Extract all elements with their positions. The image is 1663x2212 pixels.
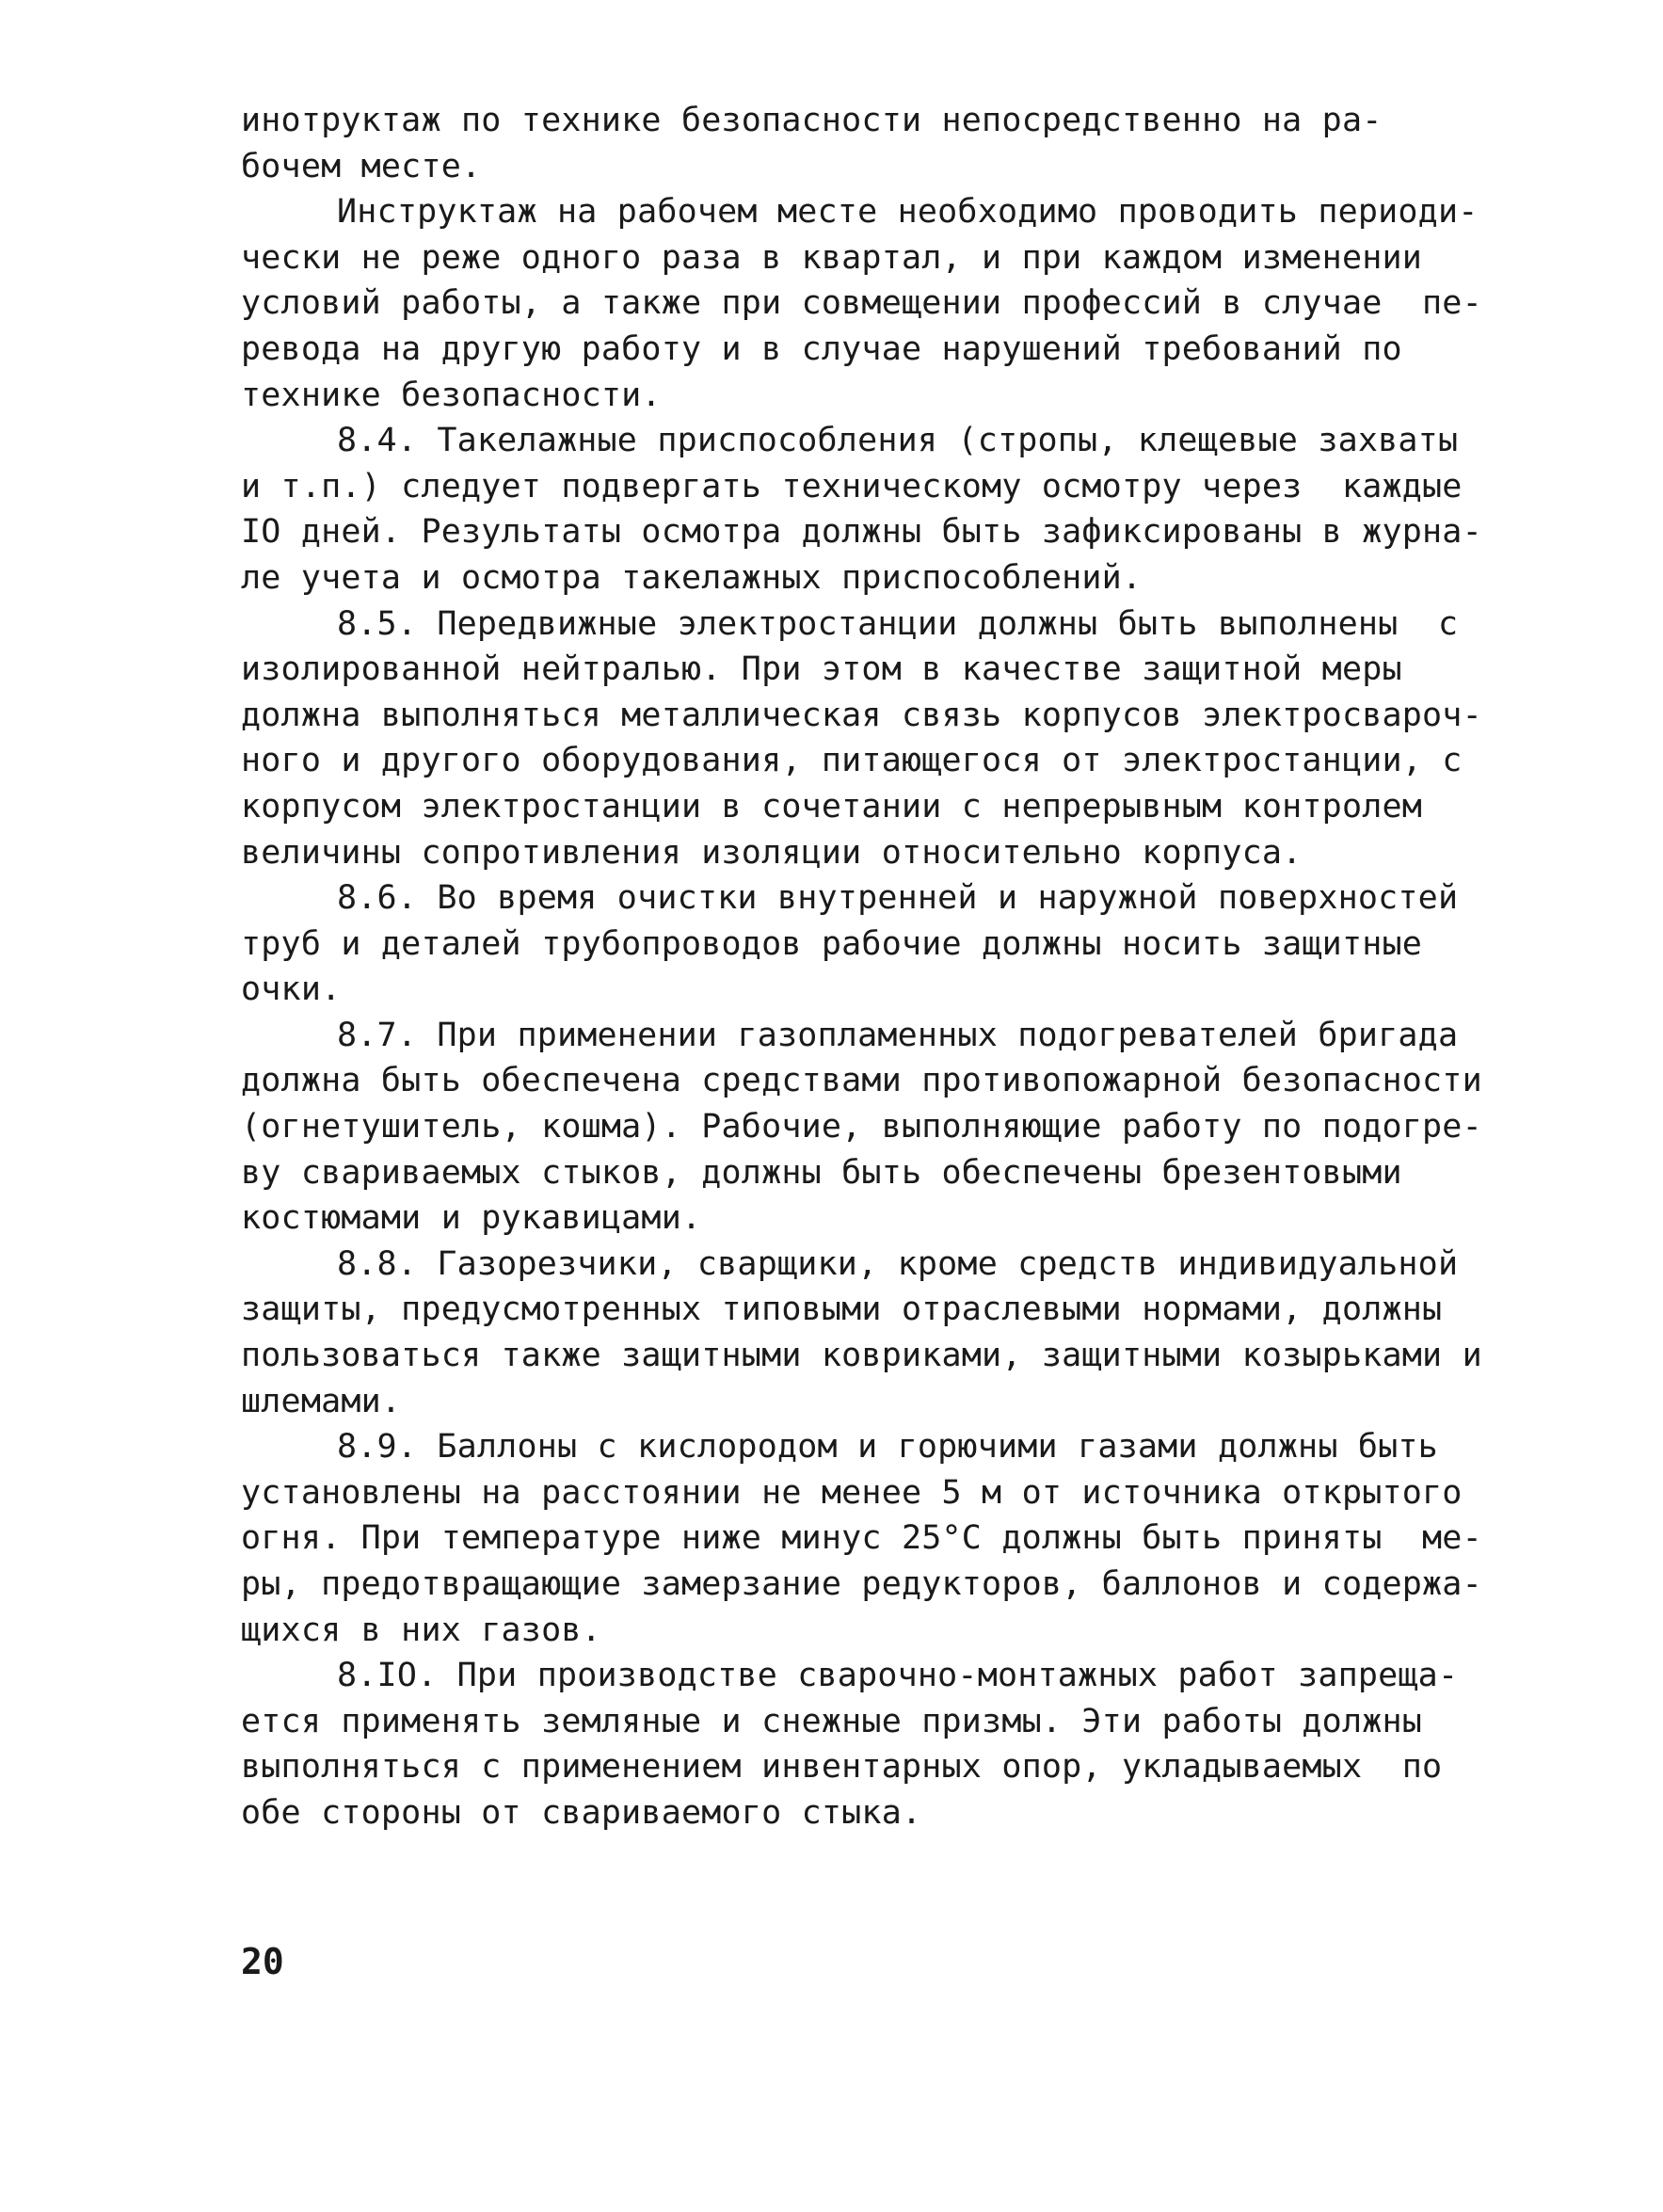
text-line: должна выполняться металлическая связь корпусов электросвароч-: [241, 696, 1482, 734]
text-line: и т.п.) следует подвергать техническому осмотру через каждые: [241, 467, 1463, 505]
text-line: пользоваться также защитными ковриками, защитными козырьками и: [241, 1337, 1482, 1375]
text-line: бочем месте.: [241, 147, 482, 185]
text-line: установлены на расстоянии не менее 5 м от источника открытого: [241, 1473, 1463, 1512]
text-line: ле учета и осмотра такелажных приспособлений.: [241, 558, 1143, 597]
text-line: защиты, предусмотренных типовыми отраслевыми нормами, должны: [241, 1290, 1443, 1329]
clause-8-9-start: 8.9. Баллоны с кислородом и горючими газами должны быть: [337, 1428, 1438, 1467]
text-line: ры, предотвращающие замерзание редукторов, баллонов и содержа-: [241, 1565, 1482, 1603]
clause-8-5-start: 8.5. Передвижные электростанции должны быть выполнены с: [337, 604, 1459, 643]
text-line: щихся в них газов.: [241, 1611, 601, 1649]
paragraph-start-line: Инструктаж на рабочем месте необходимо проводить периоди-: [337, 193, 1479, 232]
clause-8-7-start: 8.7. При применении газопламенных подогревателей бригада: [337, 1016, 1459, 1054]
text-line: IO дней. Результаты осмотра должны быть зафиксированы в журна-: [241, 513, 1482, 552]
text-line: условий работы, а также при совмещении профессий в случае пе-: [241, 284, 1482, 323]
body-text: [241, 98, 1482, 1836]
text-line: огня. При температуре ниже минус 25°С должны быть приняты ме-: [241, 1519, 1482, 1558]
text-line: технике безопасности.: [241, 376, 662, 414]
clause-8-6-start: 8.6. Во время очистки внутренней и наружной поверхностей: [337, 879, 1459, 918]
text-line: ного и другого оборудования, питающегося от электростанции, с: [241, 742, 1463, 780]
clause-8-10-start: 8.IO. При производстве сварочно-монтажных работ запреща-: [337, 1657, 1459, 1695]
page-number: 20: [241, 1941, 284, 1982]
text-line: ревода на другую работу и в случае нарушений требований по: [241, 329, 1402, 368]
text-line: костюмами и рукавицами.: [241, 1199, 702, 1238]
text-line: обе стороны от свариваемого стыка.: [241, 1793, 922, 1832]
text-line: изолированной нейтралью. При этом в качестве защитной меры: [241, 650, 1402, 689]
text-line: труб и деталей трубопроводов рабочие должны носить защитные: [241, 924, 1423, 963]
text-line: должна быть обеспечена средствами противопожарной безопасности: [241, 1062, 1482, 1100]
clause-8-4-start: 8.4. Такелажные приспособления (стропы, клещевые захваты: [337, 422, 1459, 460]
text-line: выполняться с применением инвентарных опор, укладываемых по: [241, 1748, 1443, 1787]
text-line: ву свариваемых стыков, должны быть обеспечены брезентовыми: [241, 1153, 1402, 1192]
text-line: инотруктаж по технике безопасности непосредственно на ра-: [241, 102, 1383, 139]
text-line: очки.: [241, 970, 342, 1009]
clause-8-8-start: 8.8. Газорезчики, сварщики, кроме средств индивидуальной: [337, 1244, 1459, 1283]
text-line: (огнетушитель, кошма). Рабочие, выполняющие работу по подогре-: [241, 1108, 1482, 1146]
text-line: ется применять земляные и снежные призмы. Эти работы должны: [241, 1702, 1423, 1740]
text-line: шлемами.: [241, 1382, 402, 1420]
text-line: величины сопротивления изоляции относительно корпуса.: [241, 833, 1303, 872]
text-line: чески не реже одного раза в квартал, и при каждом изменении: [241, 238, 1423, 277]
text-line: корпусом электростанции в сочетании с непрерывным контролем: [241, 787, 1423, 825]
